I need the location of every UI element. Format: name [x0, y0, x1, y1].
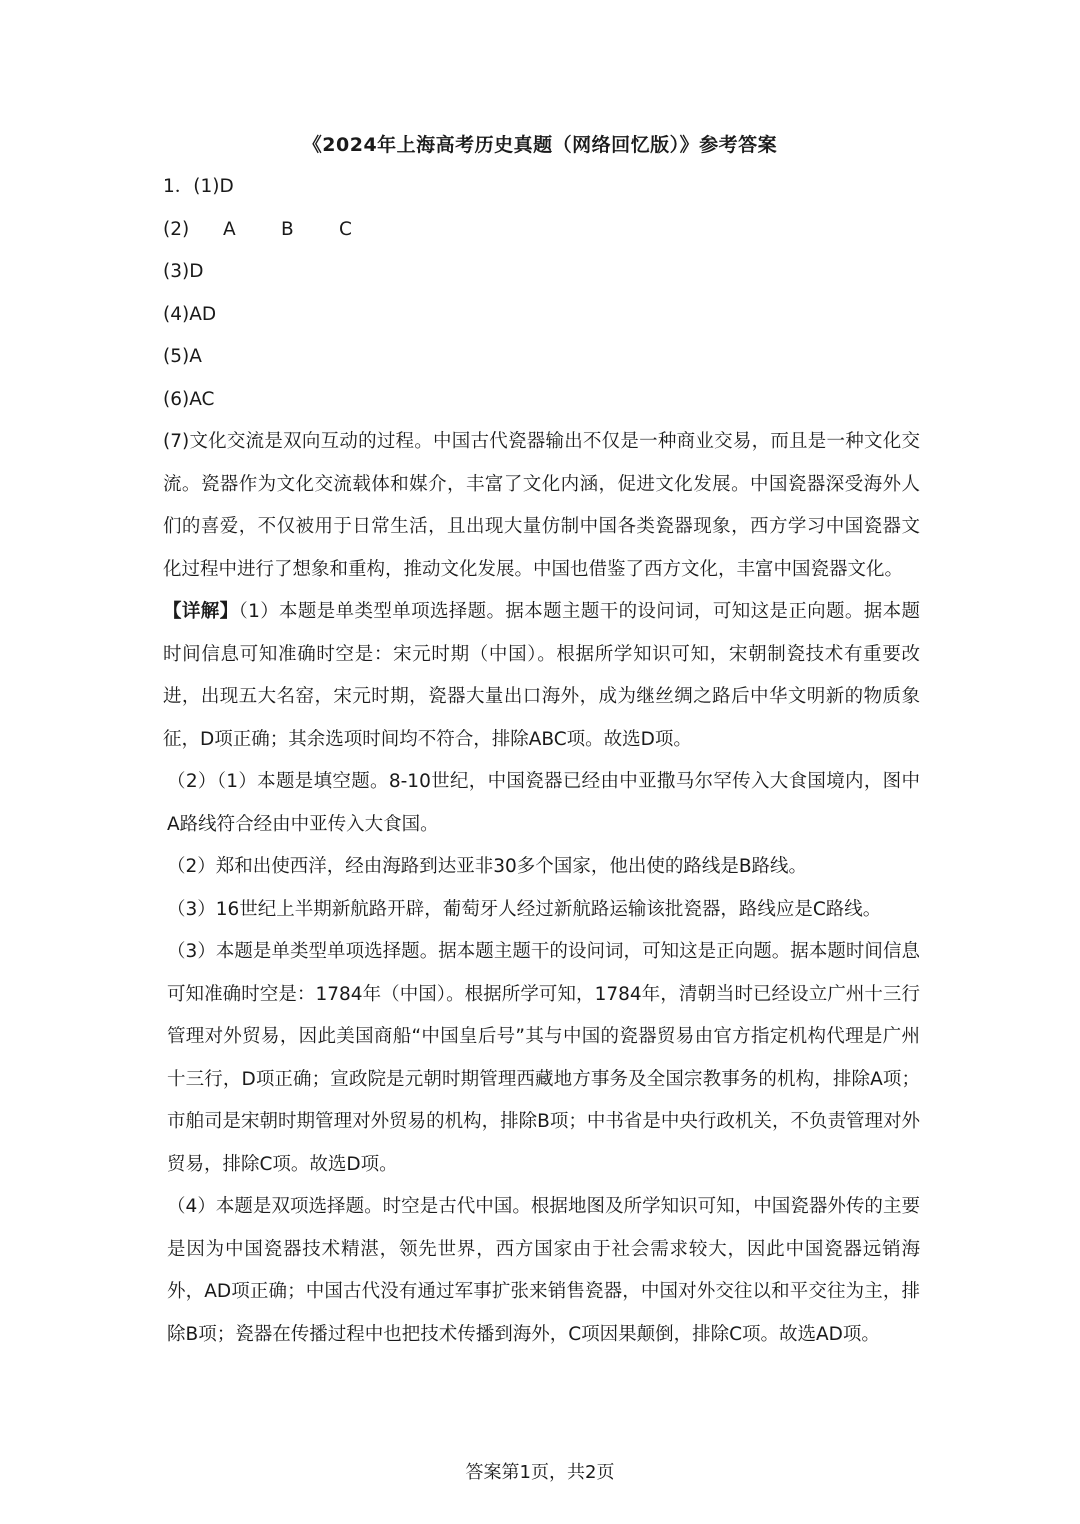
detail-paragraph-1-text: （1）本题是单类型单项选择题。据本题主题干的设问词，可知这是正向题。据本题时间信息可知准确时空是：宋元时期（中国）。根据所学知识可知，宋朝制瓷技术有重要改进，出现五大名窑，宋元时期，瓷器大量出口海外，成为继丝绸之路后中华文明新的物质象征，D项正确；其余选项时间均不符合，排除ABC项。故选D项。: [163, 601, 920, 750]
answer-q1-2-label: (2): [163, 218, 190, 240]
answer-q1-3: (3)D: [163, 261, 204, 282]
answer-q1-5: (5)A: [163, 346, 202, 367]
answer-q1-2-option-c: C: [339, 218, 352, 240]
detail-paragraph-6: （4）本题是双项选择题。时空是古代中国。根据地图及所学知识可知，中国瓷器外传的主要是因为中国瓷器技术精湛，领先世界，西方国家由于社会需求较大，因此中国瓷器远销海外，AD项正确；中国古代没有通过军事扩张来销售瓷器，中国对外交往以和平交往为主，排除B项；瓷器在传播过程中也把技术传播到海外，C项因果颠倒，排除C项。故选AD项。: [167, 1196, 920, 1345]
detail-paragraph-2: （2）（1）本题是填空题。8-10世纪，中国瓷器已经由中亚撒马尔罕传入大食国境内，图中A路线符合经由中亚传入大食国。: [167, 771, 920, 835]
answer-content: [163, 166, 920, 1356]
answer-q1-7: (7)文化交流是双向互动的过程。中国古代瓷器输出不仅是一种商业交易，而且是一种文化交流。瓷器作为文化交流载体和媒介，丰富了文化内涵，促进文化发展。中国瓷器深受海外人们的喜爱，不仅被用于日常生活，且出现大量仿制中国各类瓷器现象，西方学习中国瓷器文化过程中进行了想象和重构，推动文化发展。中国也借鉴了西方文化，丰富中国瓷器文化。: [163, 431, 920, 580]
detail-paragraph-4: （3）16世纪上半期新航路开辟，葡萄牙人经过新航路运输该批瓷器，路线应是C路线。: [167, 898, 882, 920]
answer-q1-2-option-b: B: [281, 218, 294, 240]
detail-paragraph-5: （3）本题是单类型单项选择题。据本题主题干的设问词，可知这是正向题。据本题时间信息可知准确时空是：1784年（中国）。根据所学可知，1784年，清朝当时已经设立广州十三行管理对外贸易，因此美国商船“中国皇后号”其与中国的瓷器贸易由官方指定机构代理是广州十三行，D项正确；宣政院是元朝时期管理西藏地方事务及全国宗教事务的机构，排除A项；市舶司是宋朝时期管理对外贸易的机构，排除B项；中书省是中央行政机关，不负责管理对外贸易，排除C项。故选D项。: [167, 941, 920, 1175]
answer-q1-6: (6)AC: [163, 388, 215, 410]
page-footer: 答案第1页，共2页: [465, 1462, 615, 1483]
document-title: 《2024年上海高考历史真题（网络回忆版）》参考答案: [302, 134, 778, 156]
detail-paragraph-3: （2）郑和出使西洋，经由海路到达亚非30多个国家，他出使的路线是B路线。: [167, 856, 808, 877]
detail-label: 【详解】: [163, 601, 239, 622]
detail-paragraph-1: [163, 591, 920, 761]
answer-q1-1: 1．(1)D: [163, 176, 234, 197]
answer-q1-2-option-a: A: [223, 218, 236, 240]
answer-q1-2: [163, 209, 920, 252]
answer-q1-4: (4)AD: [163, 303, 217, 325]
